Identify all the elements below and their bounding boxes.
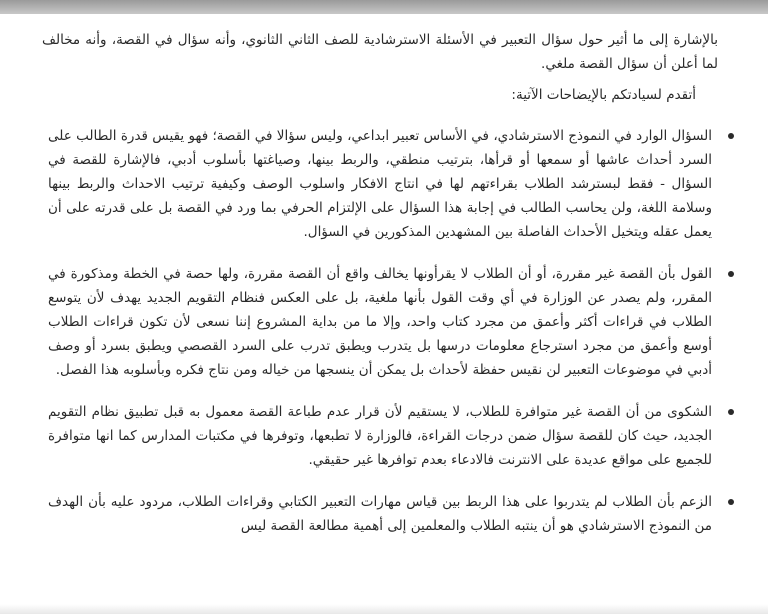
list-item-text: الزعم بأن الطلاب لم يتدربوا على هذا الربط بين قياس مهارات التعبير الكتابي وقراءات الطلاب، مردود عليه بأن الهدف من النموذج الاسترشادي هو أن ينتبه الطلاب والمعلمين إلى أهمية مطالعة القصة ليس [48,494,712,534]
top-border-bar [0,0,768,14]
list-item [32,262,736,382]
list-item-text: القول بأن القصة غير مقررة، أو أن الطلاب لا يقرأونها يخالف واقع أن القصة مقررة، ولها حصة في الخطة ومذكورة في المقرر، ولم يصدر عن الوزارة في أي وقت القول بأنها ملغية، بل على العكس فنظام التقويم الجديد يهدف لأن يتوسع الطلاب في قراءات أكثر وأعمق من مجرد كتاب واحد، وإلا ما من بداية المشروع إننا نسعى لأن تكون قراءات الطلاب أوسع وأعمق من مجرد استرجاع معلومات درسها بل يتدرب ويطبق تدرب على السرد القصصي ويطبق بسرد أو وصف أدبي في موضوعات التعبير لن نقيس حفظة لأحداث بل يمكن أن ينسجها من خياله ومن نتاج فكره وبأسلوبه هذا الفصل. [48,266,712,378]
list-item [32,124,736,244]
list-item-text: الشكوى من أن القصة غير متوافرة للطلاب، لا يستقيم لأن قرار عدم طباعة القصة معمول به قبل تطبيق نظام التقويم الجديد، حيث كان للقصة سؤال ضمن درجات القراءة، فالوزارة لا تطبعها، وتوفرها في مكتبات المدارس كما انها متوافرة للجميع على مواقع عديدة على الانترنت فالادعاء بعدم توافرها غير حقيقي. [48,404,712,468]
list-item [32,490,736,538]
scanned-document-page [18,28,750,614]
bullet-icon [728,271,734,277]
intro-paragraph: بالإشارة إلى ما أثير حول سؤال التعبير في الأسئلة الاسترشادية للصف الثاني الثانوي، وأنه سؤال في القصة، وأنه مخالف لما أعلن أن سؤال القصة ملغي. [42,32,718,72]
list-item [32,400,736,472]
lead-line: أتقدم لسيادتكم بالإيضاحات الآتية: [511,87,696,103]
bullet-icon [728,409,734,415]
points-list [18,124,750,538]
list-item-text: السؤال الوارد في النموذج الاسترشادي، في الأساس تعبير ابداعي، وليس سؤالا في القصة؛ فهو يقيس قدرة الطالب على السرد أحداث عاشها أو سمعها أو قرأها، بترتيب منطقي، والربط بينها، وصياغتها بأسلوب أدبي، فالإشارة للقصة في السؤال - فقط لبسترشد الطلاب بقراءتهم لها في انتاج الافكار واسلوب الوصف وكيفية ترتيب الاحداث والربط بينها وسلامة اللغة، ولن يحاسب الطالب في إجابة هذا السؤال على الإلتزام الحرفي بما ورد في القصة بل على قدرته على أن يعمل عقله ويتخيل الأحداث الفاصلة بين المشهدين المذكورين في السؤال. [48,128,712,240]
bullet-icon [728,499,734,505]
bottom-edge [0,604,768,614]
bullet-icon [728,133,734,139]
